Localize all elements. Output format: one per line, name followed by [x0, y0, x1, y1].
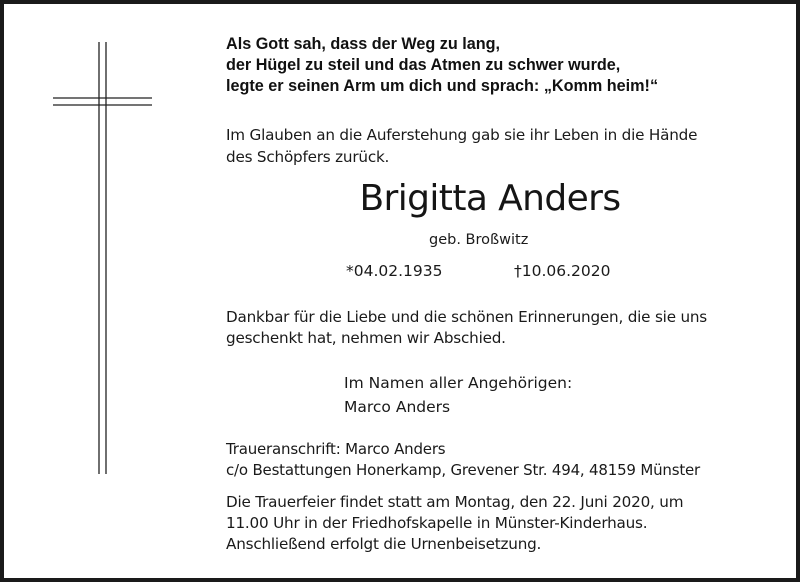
address-line: Traueranschrift: Marco Anders: [226, 440, 446, 458]
intro-line: Im Glauben an die Auferstehung gab sie ihr Leben in die Hände: [226, 126, 698, 144]
verse-line: der Hügel zu steil und das Atmen zu schwer wurde,: [226, 56, 621, 74]
intro-line: des Schöpfers zurück.: [226, 148, 390, 166]
ceremony-line: 11.00 Uhr in der Friedhofskapelle in Münster-Kinderhaus.: [226, 514, 648, 532]
signoff-line: Im Namen aller Angehörigen:: [344, 374, 573, 392]
verse-line: legte er seinen Arm um dich und sprach: „Komm heim!“: [226, 77, 659, 95]
thanks-line: Dankbar für die Liebe und die schönen Erinnerungen, die sie uns: [226, 308, 708, 326]
intro-text: [226, 124, 766, 168]
verse-line: Als Gott sah, dass der Weg zu lang,: [226, 35, 501, 53]
verse: [226, 34, 786, 97]
ceremony-info: [226, 492, 766, 555]
address-line: c/o Bestattungen Honerkamp, Grevener Str. 494, 48159 Münster: [226, 461, 700, 479]
maiden-name: geb. Broßwitz: [429, 232, 529, 248]
birth-date: *04.02.1935: [346, 262, 443, 280]
thanks-text: [226, 307, 766, 349]
death-date: †10.06.2020: [514, 262, 611, 280]
deceased-name: Brigitta Anders: [359, 178, 621, 219]
mourning-address: [226, 439, 776, 481]
ceremony-line: Anschließend erfolgt die Urnenbeisetzung.: [226, 535, 542, 553]
ceremony-line: Die Trauerfeier findet statt am Montag, den 22. Juni 2020, um: [226, 493, 684, 511]
signoff-name: Marco Anders: [344, 398, 451, 416]
thanks-line: geschenkt hat, nehmen wir Abschied.: [226, 329, 506, 347]
signoff: [344, 371, 572, 419]
